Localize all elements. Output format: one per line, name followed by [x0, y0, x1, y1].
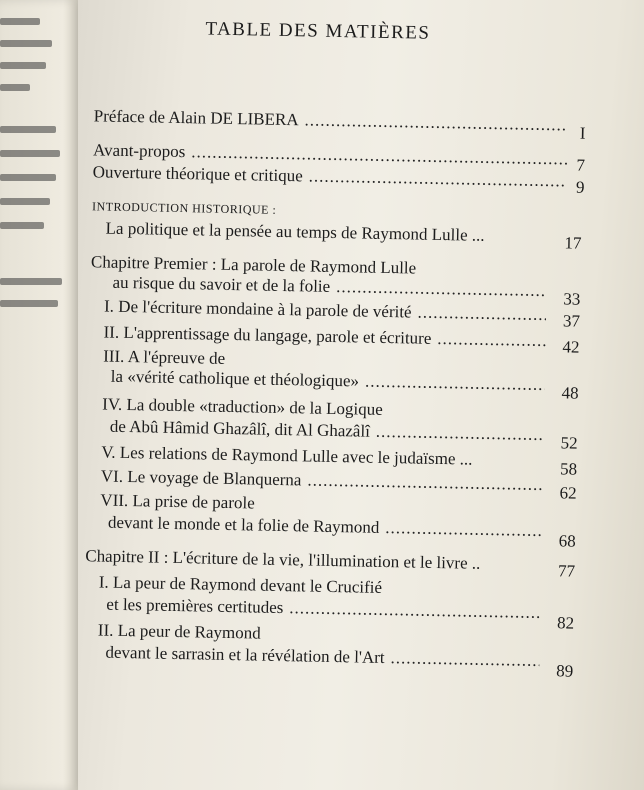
leader-dots [390, 648, 539, 671]
toc-entry-introduction: La politique et la pensée au temps de Raymond Lulle ... [105, 218, 485, 245]
toc-page-number: 68 [558, 531, 576, 551]
prev-page-text-line [0, 40, 52, 47]
toc-section-1-7-heading: VII. La prise de parole [100, 490, 255, 513]
leader-dots [437, 329, 546, 351]
toc-entry-introduction-heading: INTRODUCTION HISTORIQUE : [91, 199, 277, 217]
leader-dots [336, 277, 547, 301]
prev-page-text-line [0, 222, 44, 229]
toc-section-1-1 [104, 297, 552, 326]
toc-section-1-3-heading: III. A l'épreuve de [102, 346, 226, 368]
toc-entry-text: au risque du savoir et de la folie [112, 272, 331, 296]
toc-entry-text: VI. Le voyage de Blanquerna [100, 466, 302, 490]
prev-page-text-line [0, 62, 46, 69]
toc-content [63, 0, 644, 790]
toc-page-number: 9 [575, 177, 585, 197]
prev-page-text-line [0, 198, 50, 205]
toc-page-number: 42 [562, 337, 580, 357]
leader-dots [309, 166, 567, 191]
prev-page-text-line [0, 150, 60, 157]
toc-page-number: 62 [559, 483, 577, 503]
toc-page-number: 33 [563, 289, 581, 309]
toc-entry-text: II. L'apprentissage du langage, parole et écriture [103, 322, 432, 348]
toc-page-number: 77 [557, 561, 576, 581]
toc-chapter-2: Chapitre II : L'écriture de la vie, l'illumination et le livre .. [85, 546, 481, 573]
toc-page-number: 52 [560, 433, 578, 453]
toc-section-1-5: V. Les relations de Raymond Lulle avec le judaïsme ... [101, 442, 473, 469]
toc-entry-text: et les premières certitudes [106, 594, 284, 618]
toc-section-2-2-heading: II. La peur de Raymond [97, 620, 261, 643]
prev-page-text-line [0, 84, 30, 91]
prev-page-text-line [0, 174, 56, 181]
toc-page-number: 89 [556, 661, 574, 681]
page-title: TABLE DES MATIÈRES [205, 18, 431, 44]
toc-page-number: 82 [556, 613, 575, 633]
leader-dots [385, 518, 542, 541]
leader-dots [304, 110, 567, 135]
toc-chapter-1-heading: Chapitre Premier : La parole de Raymond Lulle [90, 252, 417, 278]
toc-section-2-1-heading: I. La peur de Raymond devant le Crucifié [98, 572, 383, 597]
prev-page-text-line [0, 126, 56, 133]
leader-dots [417, 303, 546, 325]
leader-dots [376, 422, 544, 445]
toc-entry-text: devant le monde et la folie de Raymond [107, 512, 380, 537]
leader-dots [365, 372, 545, 395]
toc-page-number: I [579, 123, 586, 143]
prev-page-text-line [0, 18, 40, 25]
leader-dots [289, 598, 540, 623]
toc-entry-text: Préface de Alain DE LIBERA [93, 106, 299, 130]
toc-page-number: 17 [564, 233, 582, 253]
toc-section-1-4-heading: IV. La double «traduction» de la Logique [102, 394, 383, 419]
toc-entry-text: de Abû Hâmid Ghazâlî, dit Al Ghazâlî [109, 416, 371, 441]
prev-page-text-line [0, 278, 62, 285]
toc-page [78, 0, 644, 790]
toc-page-number: 37 [562, 311, 581, 331]
toc-entry-text: Ouverture théorique et critique [92, 162, 303, 186]
toc-page-number: 7 [576, 155, 586, 175]
toc-page-number: 48 [561, 383, 579, 403]
toc-entry-preface [94, 106, 574, 135]
toc-entry-text: Avant-propos [92, 140, 186, 162]
toc-entry-text: devant le sarrasin et la révélation de l'Art [105, 642, 385, 668]
prev-page-text-line [0, 300, 58, 307]
leader-dots [307, 470, 543, 495]
toc-entry-text: la «vérité catholique et théologique» [110, 366, 360, 391]
toc-entry-text: I. De l'écriture mondaine à la parole de vérité [103, 296, 412, 322]
toc-page-number: 58 [559, 459, 578, 479]
